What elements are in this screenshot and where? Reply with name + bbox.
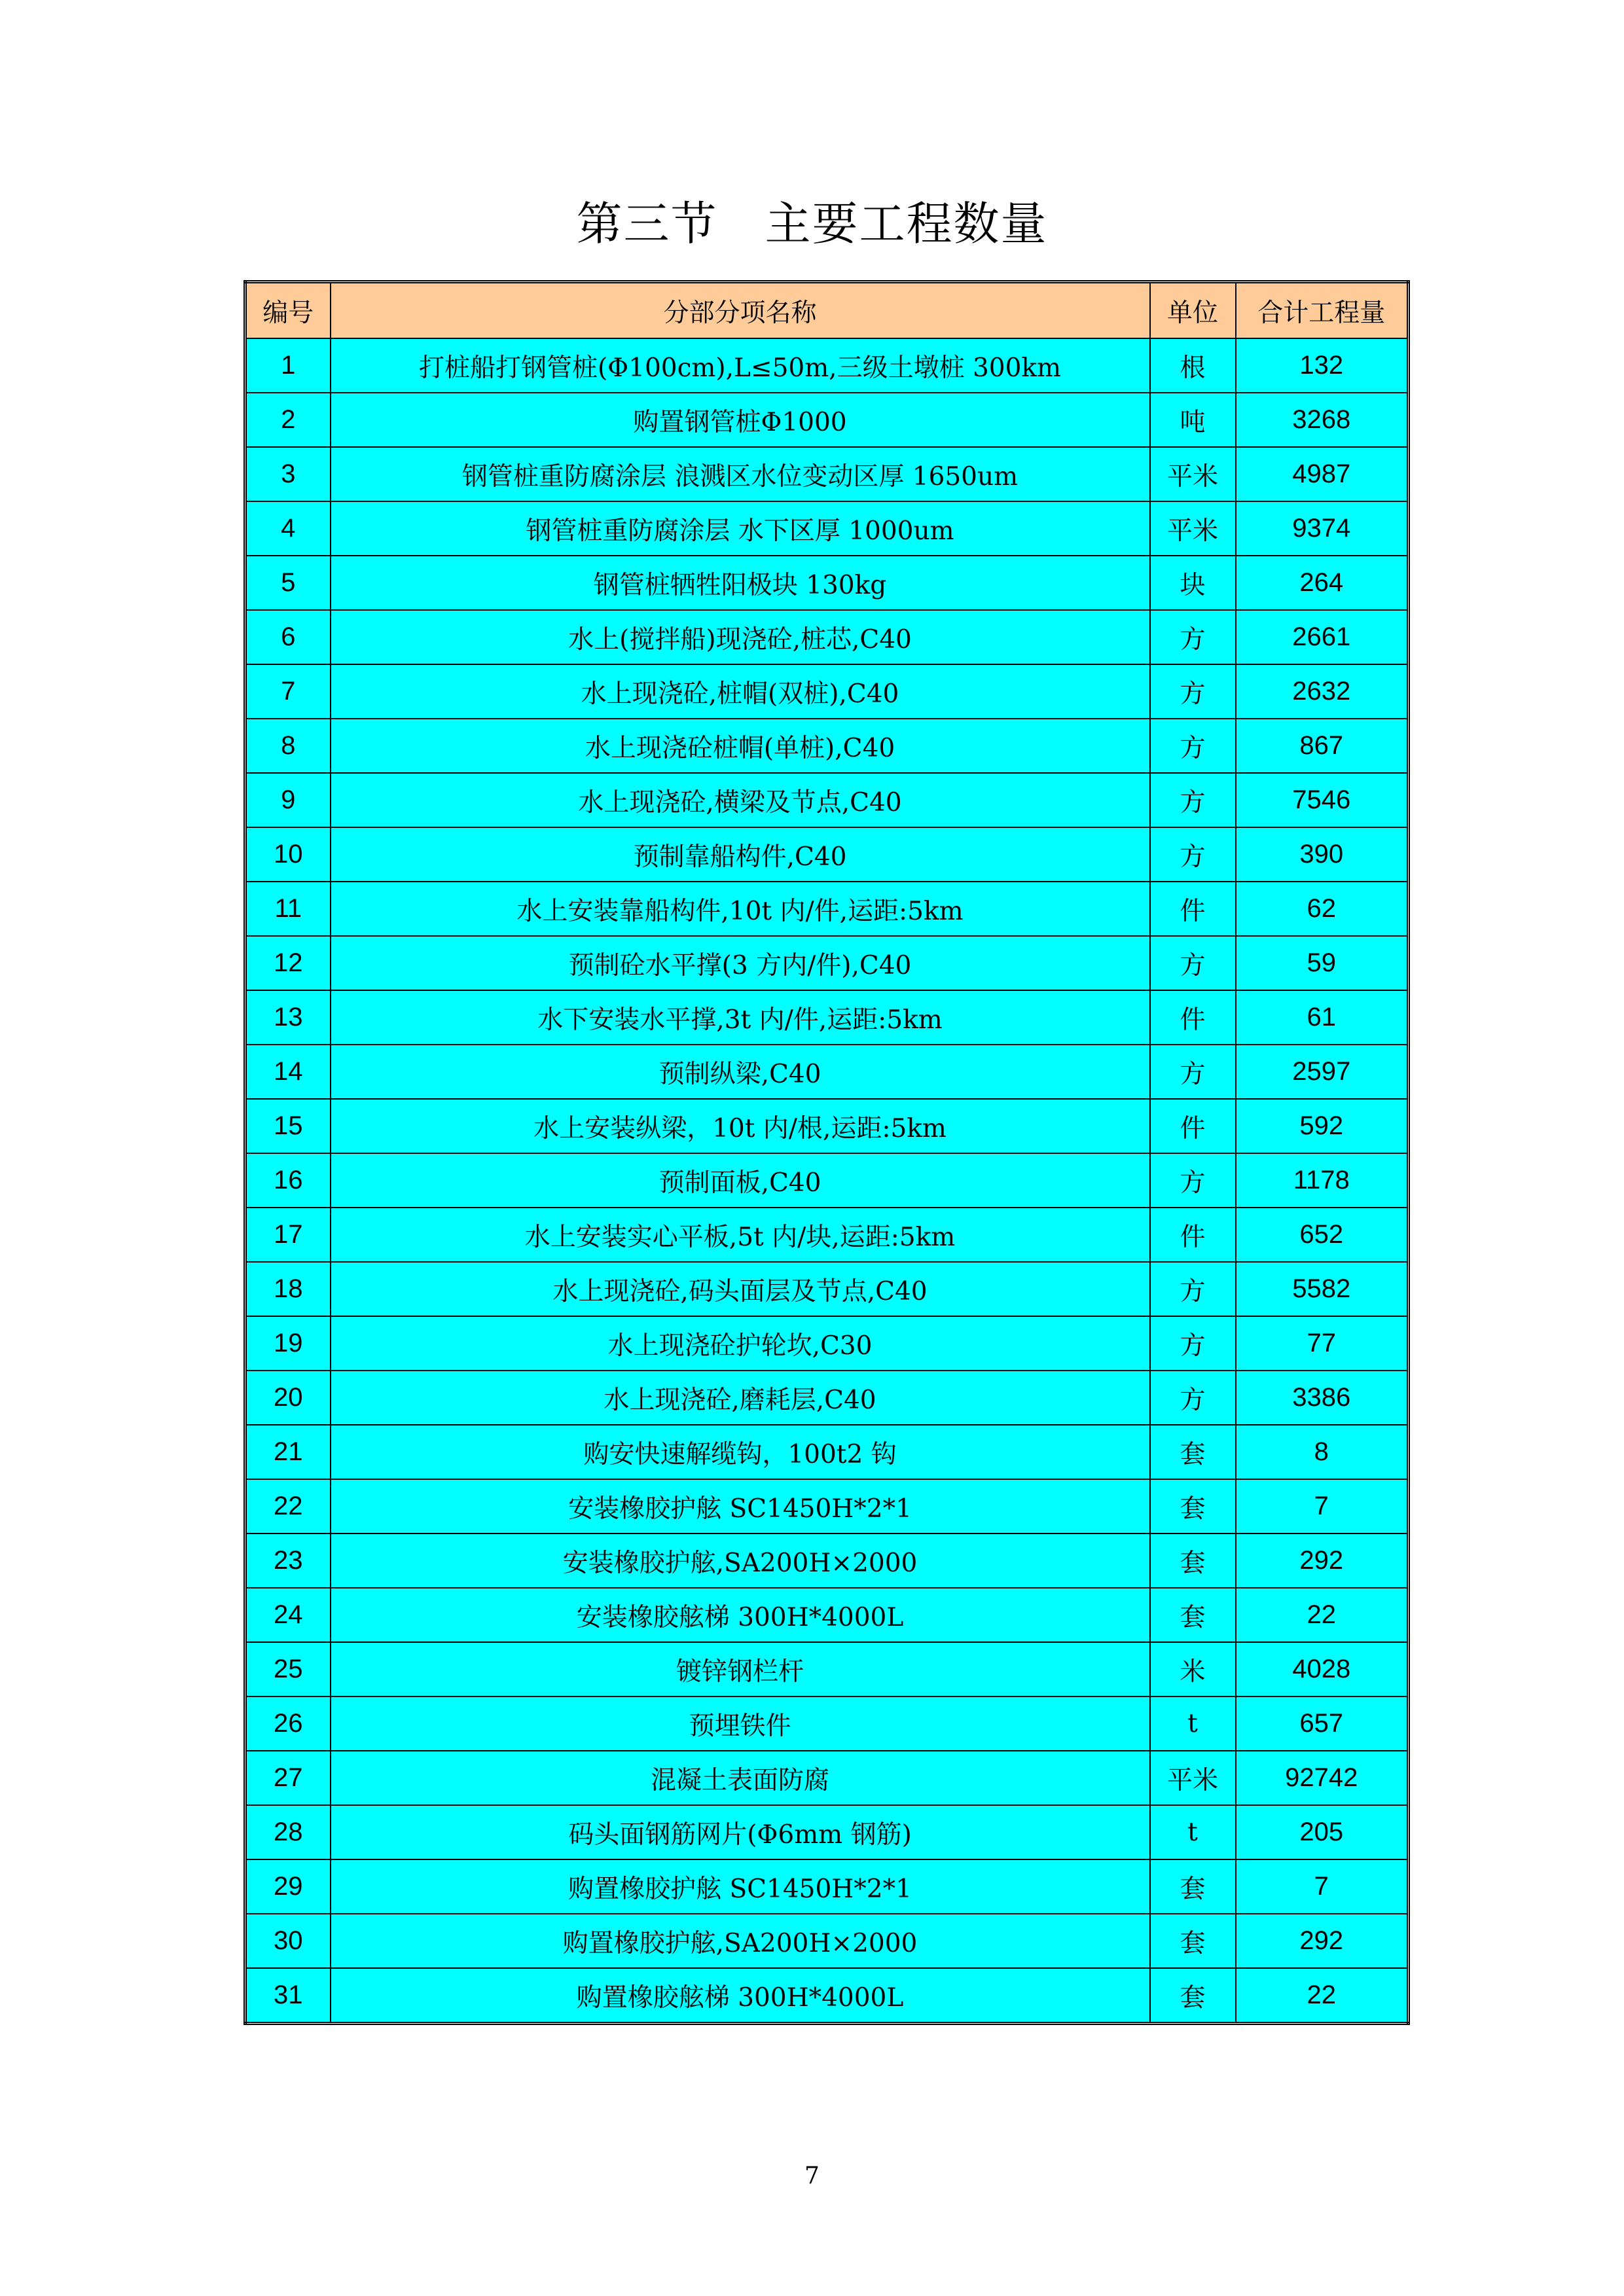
row-item-name: 购安快速解缆钩，100t2 钩 <box>331 1425 1150 1479</box>
table-row <box>245 1208 1409 1262</box>
row-number: 23 <box>245 1534 331 1588</box>
row-quantity: 4987 <box>1236 447 1409 501</box>
table-row <box>245 1479 1409 1534</box>
row-unit: 件 <box>1150 1099 1236 1153</box>
quantity-table <box>244 280 1410 2025</box>
row-item-name: 水上现浇砼,桩帽(双桩),C40 <box>331 664 1150 719</box>
row-unit: 套 <box>1150 1914 1236 1968</box>
table-row <box>245 501 1409 556</box>
row-unit: 套 <box>1150 1859 1236 1914</box>
row-number: 21 <box>245 1425 331 1479</box>
row-item-name: 购置橡胶舷梯 300H*4000L <box>331 1968 1150 2024</box>
row-item-name: 混凝土表面防腐 <box>331 1751 1150 1805</box>
table-row <box>245 1099 1409 1153</box>
row-number: 8 <box>245 719 331 773</box>
row-quantity: 7 <box>1236 1479 1409 1534</box>
row-quantity: 1178 <box>1236 1153 1409 1208</box>
row-quantity: 22 <box>1236 1588 1409 1642</box>
row-item-name: 安装橡胶护舷 SC1450H*2*1 <box>331 1479 1150 1534</box>
row-number: 19 <box>245 1316 331 1371</box>
row-unit: 方 <box>1150 1262 1236 1316</box>
row-unit: 方 <box>1150 1153 1236 1208</box>
table-row <box>245 664 1409 719</box>
row-quantity: 292 <box>1236 1914 1409 1968</box>
table-row <box>245 1371 1409 1425</box>
row-quantity: 652 <box>1236 1208 1409 1262</box>
row-quantity: 657 <box>1236 1696 1409 1751</box>
row-item-name: 预制砼水平撑(3 方内/件),C40 <box>331 936 1150 990</box>
row-quantity: 292 <box>1236 1534 1409 1588</box>
row-number: 31 <box>245 1968 331 2024</box>
row-quantity: 3268 <box>1236 393 1409 447</box>
row-item-name: 打桩船打钢管桩(Φ100cm),L≤50m,三级土墩桩 300km <box>331 338 1150 393</box>
table-row <box>245 1805 1409 1859</box>
row-unit: 套 <box>1150 1479 1236 1534</box>
table-row <box>245 1262 1409 1316</box>
row-unit: 根 <box>1150 338 1236 393</box>
row-quantity: 77 <box>1236 1316 1409 1371</box>
table-row <box>245 1642 1409 1696</box>
table-row <box>245 882 1409 936</box>
row-item-name: 水上现浇砼,码头面层及节点,C40 <box>331 1262 1150 1316</box>
table-row <box>245 1914 1409 1968</box>
table-row <box>245 1045 1409 1099</box>
table-row <box>245 990 1409 1045</box>
row-quantity: 264 <box>1236 556 1409 610</box>
row-number: 14 <box>245 1045 331 1099</box>
row-quantity: 2632 <box>1236 664 1409 719</box>
row-unit: 件 <box>1150 1208 1236 1262</box>
row-item-name: 预制面板,C40 <box>331 1153 1150 1208</box>
section-title: 第三节 主要工程数量 <box>576 197 1048 251</box>
row-unit: 块 <box>1150 556 1236 610</box>
page-number: 7 <box>804 2162 820 2189</box>
row-number: 16 <box>245 1153 331 1208</box>
row-quantity: 8 <box>1236 1425 1409 1479</box>
row-number: 13 <box>245 990 331 1045</box>
table-row <box>245 1588 1409 1642</box>
row-item-name: 安装橡胶舷梯 300H*4000L <box>331 1588 1150 1642</box>
row-item-name: 预埋铁件 <box>331 1696 1150 1751</box>
row-number: 22 <box>245 1479 331 1534</box>
row-unit: 套 <box>1150 1588 1236 1642</box>
row-item-name: 购置橡胶护舷 SC1450H*2*1 <box>331 1859 1150 1914</box>
header-unit: 单位 <box>1150 282 1236 339</box>
row-item-name: 镀锌钢栏杆 <box>331 1642 1150 1696</box>
table-row <box>245 719 1409 773</box>
row-number: 18 <box>245 1262 331 1316</box>
row-quantity: 7 <box>1236 1859 1409 1914</box>
row-number: 1 <box>245 338 331 393</box>
row-unit: 平米 <box>1150 447 1236 501</box>
row-number: 2 <box>245 393 331 447</box>
row-item-name: 水下安装水平撑,3t 内/件,运距:5km <box>331 990 1150 1045</box>
row-quantity: 132 <box>1236 338 1409 393</box>
row-quantity: 2661 <box>1236 610 1409 664</box>
row-item-name: 安装橡胶护舷,SA200H×2000 <box>331 1534 1150 1588</box>
row-quantity: 9374 <box>1236 501 1409 556</box>
row-number: 9 <box>245 773 331 827</box>
row-item-name: 钢管桩重防腐涂层 浪溅区水位变动区厚 1650um <box>331 447 1150 501</box>
row-quantity: 59 <box>1236 936 1409 990</box>
row-number: 10 <box>245 827 331 882</box>
table-row <box>245 393 1409 447</box>
row-unit: 方 <box>1150 1045 1236 1099</box>
row-number: 24 <box>245 1588 331 1642</box>
row-quantity: 592 <box>1236 1099 1409 1153</box>
row-number: 30 <box>245 1914 331 1968</box>
table-row <box>245 1425 1409 1479</box>
table-row <box>245 447 1409 501</box>
row-item-name: 水上现浇砼护轮坎,C30 <box>331 1316 1150 1371</box>
table-body <box>245 338 1409 2024</box>
table-row <box>245 936 1409 990</box>
row-unit: 平米 <box>1150 1751 1236 1805</box>
row-number: 5 <box>245 556 331 610</box>
row-unit: 方 <box>1150 610 1236 664</box>
table-row <box>245 773 1409 827</box>
row-number: 20 <box>245 1371 331 1425</box>
row-unit: 套 <box>1150 1425 1236 1479</box>
row-item-name: 购置橡胶护舷,SA200H×2000 <box>331 1914 1150 1968</box>
row-unit: 方 <box>1150 773 1236 827</box>
table-row <box>245 1696 1409 1751</box>
table-row <box>245 338 1409 393</box>
row-unit: 方 <box>1150 1371 1236 1425</box>
row-unit: 件 <box>1150 990 1236 1045</box>
row-item-name: 钢管桩重防腐涂层 水下区厚 1000um <box>331 501 1150 556</box>
row-number: 3 <box>245 447 331 501</box>
table-row <box>245 556 1409 610</box>
row-number: 15 <box>245 1099 331 1153</box>
header-item-name: 分部分项名称 <box>331 282 1150 339</box>
row-unit: 方 <box>1150 936 1236 990</box>
row-number: 26 <box>245 1696 331 1751</box>
table-row <box>245 1316 1409 1371</box>
table-row <box>245 1968 1409 2024</box>
row-number: 17 <box>245 1208 331 1262</box>
row-item-name: 钢管桩牺牲阳极块 130kg <box>331 556 1150 610</box>
row-quantity: 390 <box>1236 827 1409 882</box>
row-number: 11 <box>245 882 331 936</box>
row-number: 28 <box>245 1805 331 1859</box>
row-unit: 方 <box>1150 664 1236 719</box>
row-number: 27 <box>245 1751 331 1805</box>
row-unit: 件 <box>1150 882 1236 936</box>
row-number: 12 <box>245 936 331 990</box>
row-quantity: 5582 <box>1236 1262 1409 1316</box>
row-unit: 方 <box>1150 719 1236 773</box>
row-item-name: 码头面钢筋网片(Φ6mm 钢筋) <box>331 1805 1150 1859</box>
row-item-name: 水上现浇砼,横梁及节点,C40 <box>331 773 1150 827</box>
row-quantity: 7546 <box>1236 773 1409 827</box>
row-unit: 吨 <box>1150 393 1236 447</box>
row-item-name: 水上安装实心平板,5t 内/块,运距:5km <box>331 1208 1150 1262</box>
row-unit: 平米 <box>1150 501 1236 556</box>
row-item-name: 预制靠船构件,C40 <box>331 827 1150 882</box>
table-row <box>245 610 1409 664</box>
row-item-name: 水上(搅拌船)现浇砼,桩芯,C40 <box>331 610 1150 664</box>
row-quantity: 3386 <box>1236 1371 1409 1425</box>
row-quantity: 205 <box>1236 1805 1409 1859</box>
row-quantity: 2597 <box>1236 1045 1409 1099</box>
table-row <box>245 827 1409 882</box>
row-item-name: 水上安装纵梁，10t 内/根,运距:5km <box>331 1099 1150 1153</box>
header-total-quantity: 合计工程量 <box>1236 282 1409 339</box>
row-item-name: 购置钢管桩Φ1000 <box>331 393 1150 447</box>
row-number: 25 <box>245 1642 331 1696</box>
row-item-name: 预制纵梁,C40 <box>331 1045 1150 1099</box>
row-number: 4 <box>245 501 331 556</box>
row-unit: t <box>1150 1805 1236 1859</box>
header-number: 编号 <box>245 282 331 339</box>
table-row <box>245 1534 1409 1588</box>
row-quantity: 92742 <box>1236 1751 1409 1805</box>
row-quantity: 4028 <box>1236 1642 1409 1696</box>
row-quantity: 62 <box>1236 882 1409 936</box>
row-quantity: 61 <box>1236 990 1409 1045</box>
row-unit: 套 <box>1150 1534 1236 1588</box>
table-row <box>245 1751 1409 1805</box>
row-quantity: 867 <box>1236 719 1409 773</box>
table-row <box>245 1859 1409 1914</box>
row-item-name: 水上安装靠船构件,10t 内/件,运距:5km <box>331 882 1150 936</box>
row-number: 6 <box>245 610 331 664</box>
row-unit: 方 <box>1150 827 1236 882</box>
row-quantity: 22 <box>1236 1968 1409 2024</box>
row-number: 7 <box>245 664 331 719</box>
row-unit: 方 <box>1150 1316 1236 1371</box>
row-unit: t <box>1150 1696 1236 1751</box>
row-unit: 米 <box>1150 1642 1236 1696</box>
row-item-name: 水上现浇砼,磨耗层,C40 <box>331 1371 1150 1425</box>
row-number: 29 <box>245 1859 331 1914</box>
table-row <box>245 1153 1409 1208</box>
row-unit: 套 <box>1150 1968 1236 2024</box>
row-item-name: 水上现浇砼桩帽(单桩),C40 <box>331 719 1150 773</box>
table-header-row <box>245 282 1409 339</box>
